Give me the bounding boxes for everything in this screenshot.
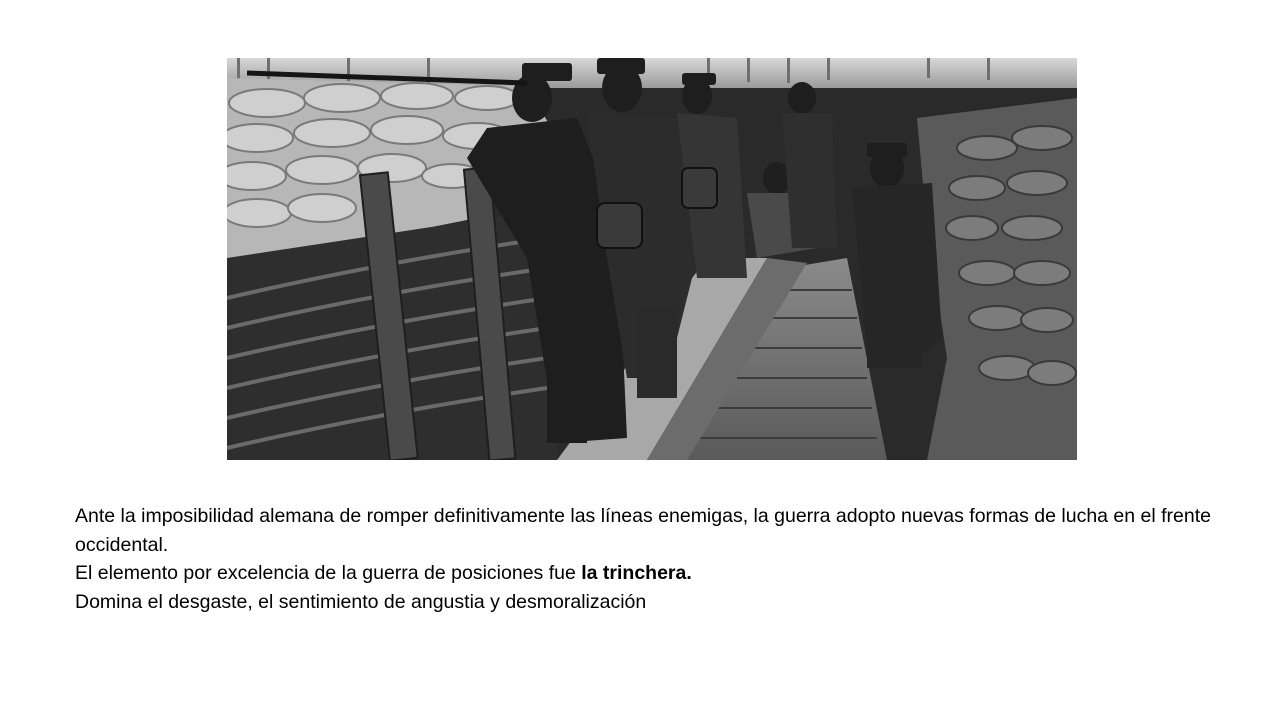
paragraph-western-front: Ante la imposibilidad alemana de romper definitivamente las líneas enemigas, la guerra adopto nuevas formas de lucha en el frente occidental.: [75, 505, 1211, 556]
paragraph-trench: [75, 559, 1215, 588]
paragraph-trench-text: El elemento por excelencia de la guerra de posiciones fue: [75, 562, 582, 584]
paragraph-attrition: Domina el desgaste, el sentimiento de angustia y desmoralización: [75, 590, 647, 613]
slide-text-body: [75, 502, 1215, 616]
trench-photo-illustration: [227, 58, 1077, 460]
trench-emphasis: la trinchera.: [581, 562, 692, 584]
trench-photograph: [227, 58, 1077, 460]
